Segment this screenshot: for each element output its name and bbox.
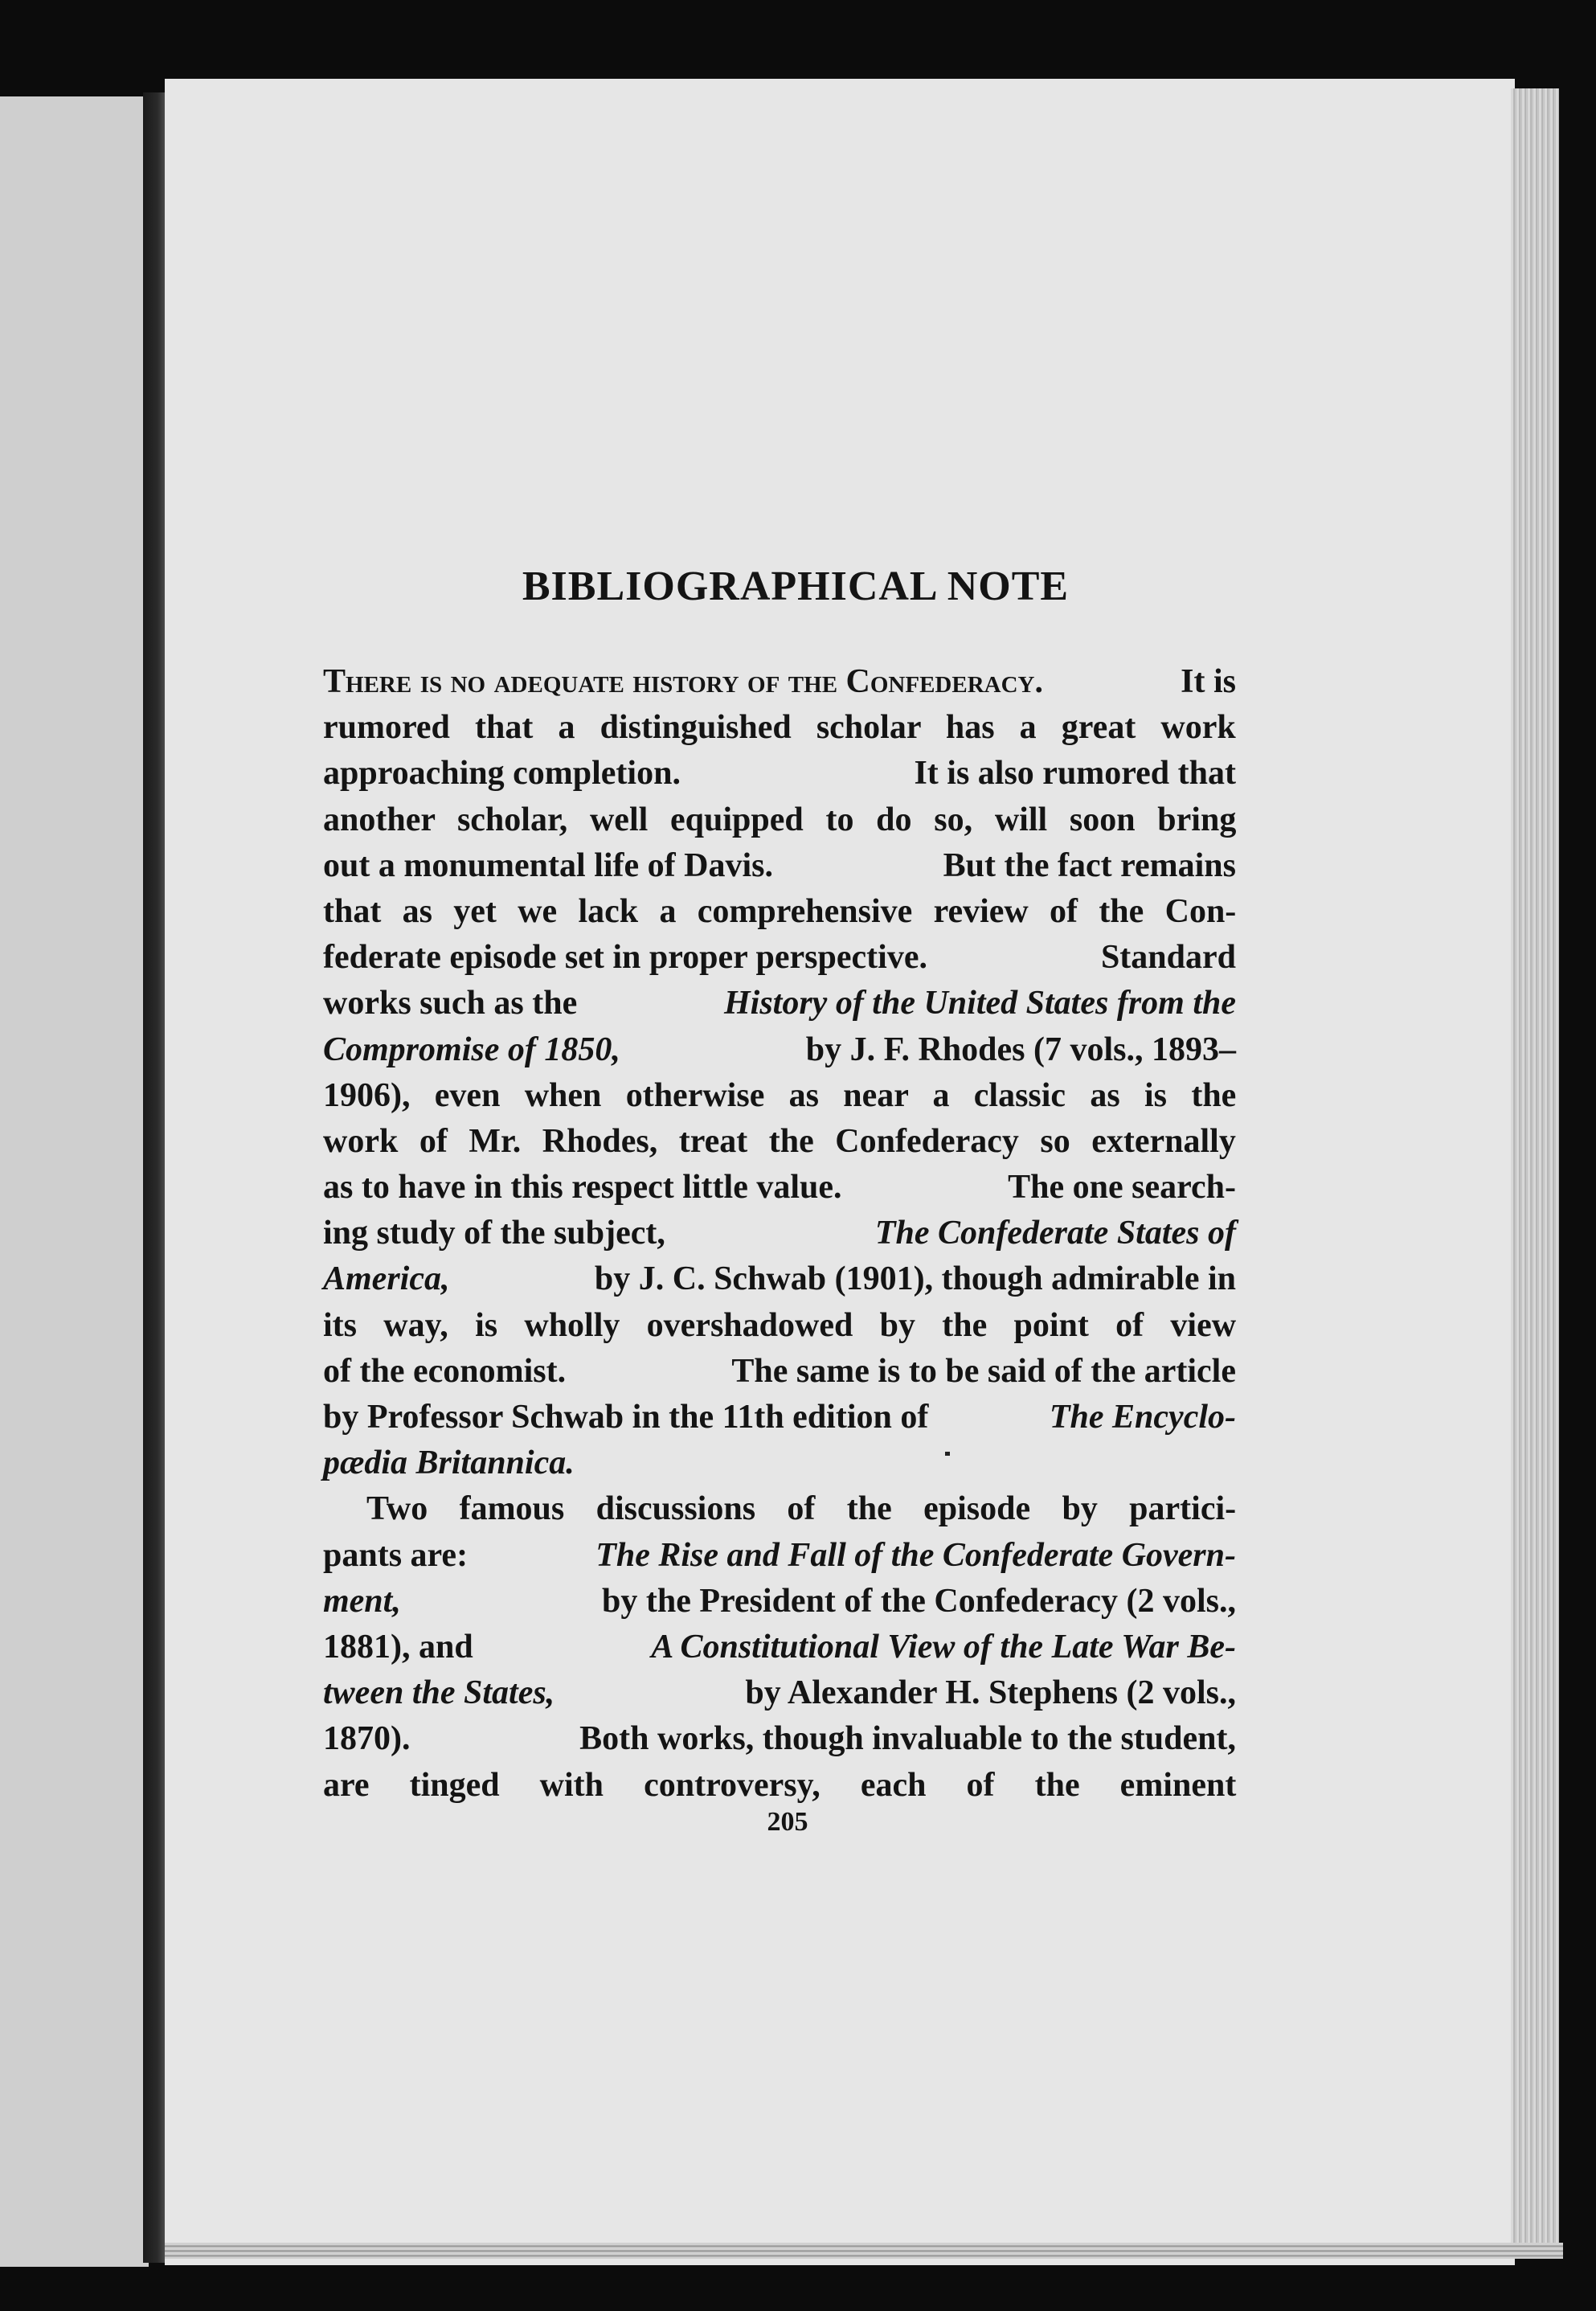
text-line: [323, 1119, 1236, 1165]
text-segment: The same is to be said of the article: [731, 1352, 1236, 1390]
text-line: [323, 705, 1236, 751]
text-segment: works such as the: [323, 985, 578, 1022]
text-segment: by J. F. Rhodes (7 vols., 1893–: [805, 1031, 1236, 1068]
body-text: [323, 659, 1236, 1809]
text-segment: its way, is wholly overshadowed by the point of view: [323, 1306, 1237, 1344]
text-line: [323, 1165, 1236, 1211]
text-line: [323, 751, 1236, 797]
book-title-italic: Compromise of 1850,: [323, 1031, 620, 1068]
text-segment: by Professor Schwab in the 11th edition of: [323, 1399, 929, 1436]
text-line: [323, 1670, 1236, 1716]
text-line: [323, 1256, 1236, 1302]
book-title-italic: History of the United States from the: [723, 985, 1236, 1022]
text-line: [323, 1349, 1236, 1395]
text-segment: 1906), even when otherwise as near a classic as is the: [323, 1076, 1237, 1114]
text-segment: approaching completion.: [323, 755, 681, 793]
text-line: [323, 659, 1236, 705]
text-segment: Two famous discussions of the episode by partici-: [366, 1490, 1237, 1528]
text-segment: by J. C. Schwab (1901), though admirable in: [594, 1260, 1236, 1298]
text-segment: by the President of the Confederacy (2 vols.,: [602, 1582, 1236, 1620]
book-title-italic: America,: [323, 1260, 450, 1298]
page-edges: [1511, 88, 1559, 2259]
text-line: [323, 1073, 1236, 1119]
text-line: [323, 1303, 1236, 1349]
text-segment: 1881), and: [323, 1628, 473, 1666]
text-segment: It is: [1181, 663, 1236, 700]
text-segment: of the economist.: [323, 1352, 567, 1390]
text-segment: by Alexander H. Stephens (2 vols.,: [745, 1674, 1236, 1712]
text-line: [323, 1395, 1236, 1440]
text-segment: out a monumental life of Davis.: [323, 846, 773, 884]
text-segment: But the fact remains: [943, 846, 1236, 884]
text-segment: as to have in this respect little value.: [323, 1169, 842, 1207]
text-segment: work of Mr. Rhodes, treat the Confederacy so externally: [323, 1122, 1236, 1160]
text-line: [323, 1486, 1236, 1532]
text-line: [323, 1211, 1236, 1256]
book-title-italic: pædia Britannica.: [323, 1444, 575, 1482]
text-segment: Standard: [1100, 939, 1236, 977]
book-title-italic: The Confederate States of: [874, 1215, 1236, 1252]
text-line: [323, 935, 1236, 981]
text-line: [323, 1027, 1236, 1073]
text-segment: are tinged with controversy, each of the eminent: [323, 1766, 1237, 1804]
ink-speck: [945, 1452, 950, 1456]
text-segment: It is also rumored that: [914, 755, 1236, 793]
book-title-italic: ment,: [323, 1582, 401, 1620]
text-line: [323, 1579, 1236, 1625]
text-segment: rumored that a distinguished scholar has a great work: [323, 709, 1236, 747]
text-line: [323, 797, 1236, 843]
book-gutter: [143, 92, 167, 2263]
book-title-italic: A Constitutional View of the Late War Be-: [651, 1628, 1236, 1666]
text-segment: ing study of the subject,: [323, 1215, 665, 1252]
text-line: [323, 981, 1236, 1026]
text-line: [323, 843, 1236, 889]
book-title-italic: The Encyclo-: [1049, 1399, 1236, 1436]
text-line: [323, 1763, 1236, 1809]
text-line: [323, 1533, 1236, 1579]
text-segment: federate episode set in proper perspective.: [323, 939, 927, 977]
text-segment: The one search-: [1008, 1169, 1236, 1207]
page-number: 205: [767, 1807, 808, 1837]
text-line: [323, 1716, 1236, 1762]
facing-page: [0, 96, 149, 2267]
text-segment: 1870).: [323, 1720, 411, 1758]
book-title-italic: The Rise and Fall of the Confederate Govern-: [595, 1536, 1236, 1574]
text-line: [323, 1625, 1236, 1670]
text-segment: that as yet we lack a comprehensive review of the Con-: [323, 892, 1237, 930]
text-segment: pants are:: [323, 1536, 469, 1574]
text-line: [323, 1440, 1236, 1486]
small-caps-opening: There is no adequate history of the Confederacy.: [323, 663, 1043, 700]
page-title: BIBLIOGRAPHICAL NOTE: [522, 563, 1070, 609]
text-segment: another scholar, well equipped to do so, will soon bring: [323, 801, 1237, 838]
page-bottom-edge: [165, 2243, 1563, 2259]
book-title-italic: tween the States,: [323, 1674, 555, 1712]
text-segment: Both works, though invaluable to the student,: [579, 1720, 1236, 1758]
text-line: [323, 889, 1236, 935]
